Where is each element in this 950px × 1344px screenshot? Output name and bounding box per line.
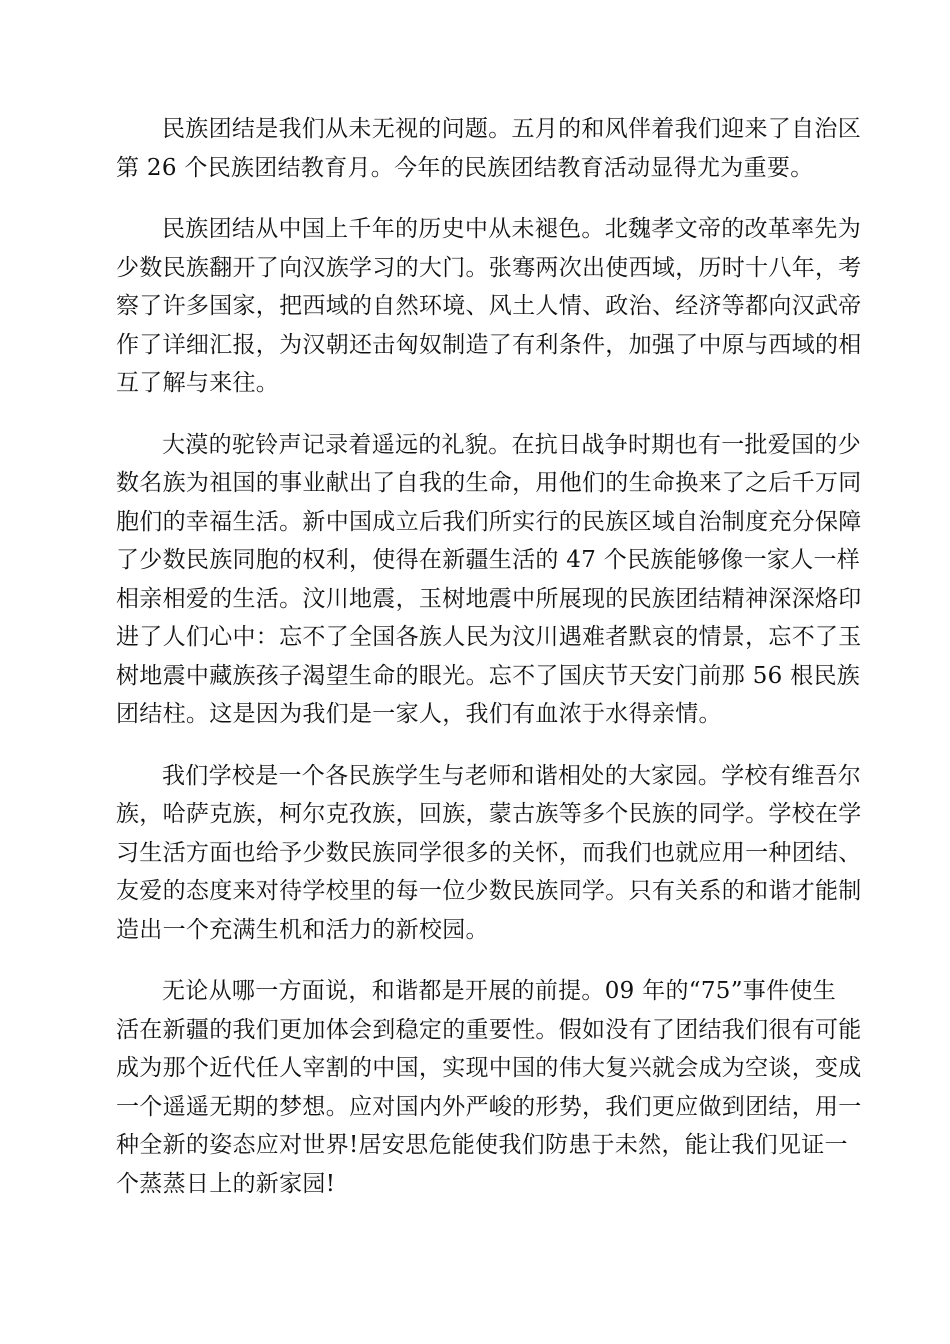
text-line: 一个遥遥无期的梦想。应对国内外严峻的形势，我们更应做到团结，用一: [116, 1093, 862, 1120]
text-line: 相亲相爱的生活。汶川地震，玉树地震中所展现的民族团结精神深深烙印: [116, 585, 862, 612]
text-line: 第 26 个民族团结教育月。今年的民族团结教育活动显得尤为重要。: [116, 154, 814, 181]
text-line: 民族团结从中国上千年的历史中从未褪色。北魏孝文帝的改革率先为: [162, 216, 861, 242]
text-line: 造出一个充满生机和活力的新校园。: [116, 916, 489, 943]
paragraph-2: [116, 210, 862, 403]
text-line: 个蒸蒸日上的新家园!: [116, 1170, 336, 1197]
text-line: 数名族为祖国的事业献出了自我的生命，用他们的生命换来了之后千万同: [116, 470, 862, 496]
text-line: 族，哈萨克族，柯尔克孜族，回族，蒙古族等多个民族的同学。学校在学: [116, 801, 862, 827]
text-line: 了少数民族同胞的权利，使得在新疆生活的 47 个民族能够像一家人一样: [116, 547, 861, 573]
text-line: 成为那个近代任人宰割的中国，实现中国的伟大复兴就会成为空谈，变成: [116, 1055, 862, 1081]
text-line: 互了解与来往。: [116, 370, 280, 396]
text-line: 我们学校是一个各民族学生与老师和谐相处的大家园。学校有维吾尔: [162, 762, 861, 789]
text-line: 友爱的态度来对待学校里的每一位少数民族同学。只有关系的和谐才能制: [116, 878, 862, 904]
paragraph-3: [116, 426, 862, 734]
text-line: 作了详细汇报，为汉朝还击匈奴制造了有利条件，加强了中原与西域的相: [116, 331, 862, 358]
text-line: 习生活方面也给予少数民族同学很多的关怀，而我们也就应用一种团结、: [116, 839, 862, 866]
paragraph-5: [116, 972, 862, 1203]
text-line: 少数民族翻开了向汉族学习的大门。张骞两次出使西域，历时十八年，考: [116, 254, 862, 281]
text-line: 树地震中藏族孩子渴望生命的眼光。忘不了国庆节天安门前那 56 根民族: [116, 662, 861, 689]
paragraph-1: [116, 110, 861, 187]
text-line: 大漠的驼铃声记录着遥远的礼貌。在抗日战争时期也有一批爱国的少: [162, 431, 861, 458]
text-line: 民族团结是我们从未无视的问题。五月的和风伴着我们迎来了自治区: [162, 116, 861, 142]
text-line: 种全新的姿态应对世界!居安思危能使我们防患于未然，能让我们见证一: [116, 1132, 848, 1158]
text-line: 察了许多国家，把西域的自然环境、风土人情、政治、经济等都向汉武帝: [116, 293, 862, 319]
text-line: 进了人们心中：忘不了全国各族人民为汶川遇难者默哀的情景，忘不了玉: [116, 624, 862, 650]
text-line: 团结柱。这是因为我们是一家人，我们有血浓于水得亲情。: [116, 701, 722, 727]
text-line: 无论从哪一方面说，和谐都是开展的前提。09 年的“75”事件使生: [162, 978, 836, 1004]
text-line: 胞们的幸福生活。新中国成立后我们所实行的民族区域自治制度充分保障: [116, 508, 862, 535]
paragraph-4: [116, 757, 862, 950]
document-body: [116, 110, 862, 1226]
text-line: 活在新疆的我们更加体会到稳定的重要性。假如没有了团结我们很有可能: [116, 1016, 862, 1043]
